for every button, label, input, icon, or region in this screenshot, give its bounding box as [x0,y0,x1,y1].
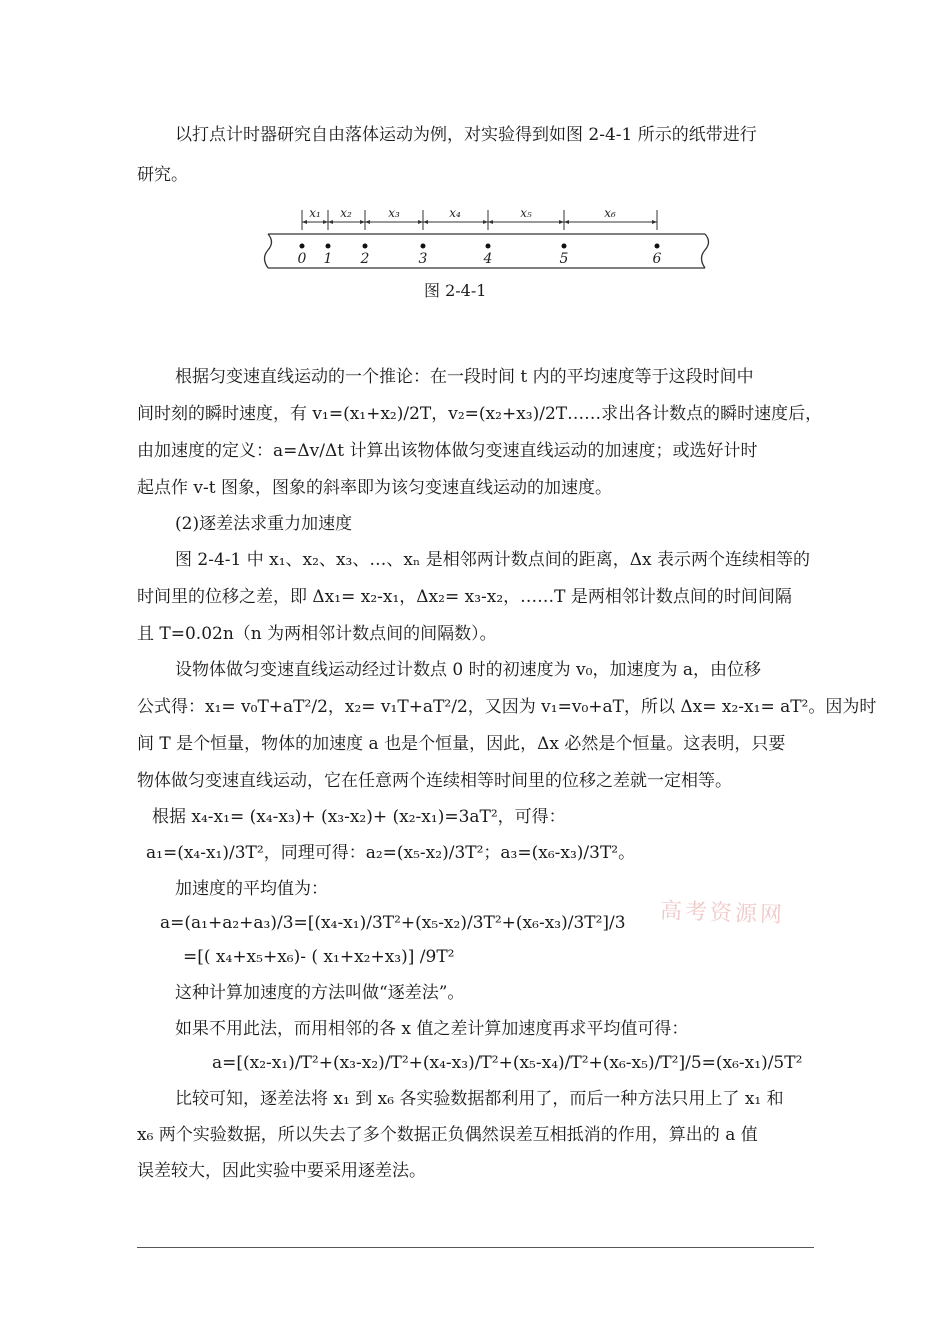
ticker-tape-figure [0,200,950,280]
point-label: 3 [418,251,428,267]
text-line: 间时刻的瞬时速度，有 v₁=(x₁+x₂)/2T，v₂=(x₂+x₃)/2T……求出各计数点的瞬时速度后， [137,404,823,424]
text-line: 误差较大，因此实验中要采用逐差法。 [137,1161,426,1181]
text-line: 时间里的位移之差，即 Δx₁= x₂-x₁，Δx₂= x₃-x₂，……T 是两相邻计数点间的时间间隔 [137,587,792,607]
text-line: 图 2-4-1 中 x₁、x₂、x₃、…、xₙ 是相邻两计数点间的距离，Δx 表示两个连续相等的 [175,550,810,570]
segment-label: x₄ [449,206,461,220]
formula-line: =[( x₄+x₅+x₆)- ( x₁+x₂+x₃)] /9T² [183,947,455,967]
text-line: 以打点计时器研究自由落体运动为例，对实验得到如图 2-4-1 所示的纸带进行 [175,125,757,145]
segment-label: x₆ [604,206,616,220]
text-line: 根据匀变速直线运动的一个推论：在一段时间 t 内的平均速度等于这段时间中 [175,367,754,387]
text-line: 这种计算加速度的方法叫做“逐差法”。 [175,983,465,1003]
text-line: 且 T=0.02n（n 为两相邻计数点间的间隔数）。 [137,624,497,644]
formula-line: a₁=(x₄-x₁)/3T²，同理可得：a₂=(x₅-x₂)/3T²；a₃=(x₆-x₃)/3T²。 [146,843,636,863]
text-line: 研究。 [137,165,188,185]
text-line: 比较可知，逐差法将 x₁ 到 x₆ 各实验数据都利用了，而后一种方法只用上了 x₁ 和 [175,1089,784,1109]
segment-label: x₂ [340,206,352,220]
point-label: 4 [483,251,493,267]
text-line: x₆ 两个实验数据，所以失去了多个数据正负偶然误差互相抵消的作用，算出的 a 值 [137,1125,758,1145]
figure-caption: 图 2-4-1 [424,281,487,300]
text-line: 物体做匀变速直线运动，它在任意两个连续相等时间里的位移之差就一定相等。 [137,771,732,791]
text-line: 由加速度的定义：a=Δv/Δt 计算出该物体做匀变速直线运动的加速度；或选好计时 [137,441,758,461]
segment-label: x₁ [309,206,321,220]
segment-label: x₅ [520,206,532,220]
point-label: 0 [297,251,307,267]
formula-line: a=[(x₂-x₁)/T²+(x₃-x₂)/T²+(x₄-x₃)/T²+(x₅-x₄)/T²+(x₆-x₅)/T²]/5=(x₆-x₁)/5T² [212,1053,803,1073]
text-line: 加速度的平均值为： [175,879,328,899]
text-line: 公式得：x₁= v₀T+aT²/2，x₂= v₁T+aT²/2，又因为 v₁=v₀+aT，所以 Δx= x₂-x₁= aT²。因为时 [137,697,877,717]
segment-label: x₃ [388,206,400,220]
section-heading: (2)逐差法求重力加速度 [175,514,353,534]
point-label: 5 [559,251,569,267]
text-line: 如果不用此法，而用相邻的各 x 值之差计算加速度再求平均值可得： [175,1019,689,1039]
point-label: 6 [652,251,662,267]
watermark: 高考资源网 [659,898,786,929]
text-line: 根据 x₄-x₁= (x₄-x₃)+ (x₃-x₂)+ (x₂-x₁)=3aT²，可得： [152,807,566,827]
text-line: 间 T 是个恒量，物体的加速度 a 也是个恒量，因此，Δx 必然是个恒量。这表明，只要 [137,734,786,754]
text-line: 起点作 v-t 图象，图象的斜率即为该匀变速直线运动的加速度。 [137,478,612,498]
formula-line: a=(a₁+a₂+a₃)/3=[(x₄-x₁)/3T²+(x₅-x₂)/3T²+(x₆-x₃)/3T²]/3 [160,913,626,933]
point-label: 1 [323,251,333,267]
footer-rule [137,1247,814,1248]
point-label: 2 [360,251,370,267]
text-line: 设物体做匀变速直线运动经过计数点 0 时的初速度为 v₀，加速度为 a，由位移 [175,660,761,680]
